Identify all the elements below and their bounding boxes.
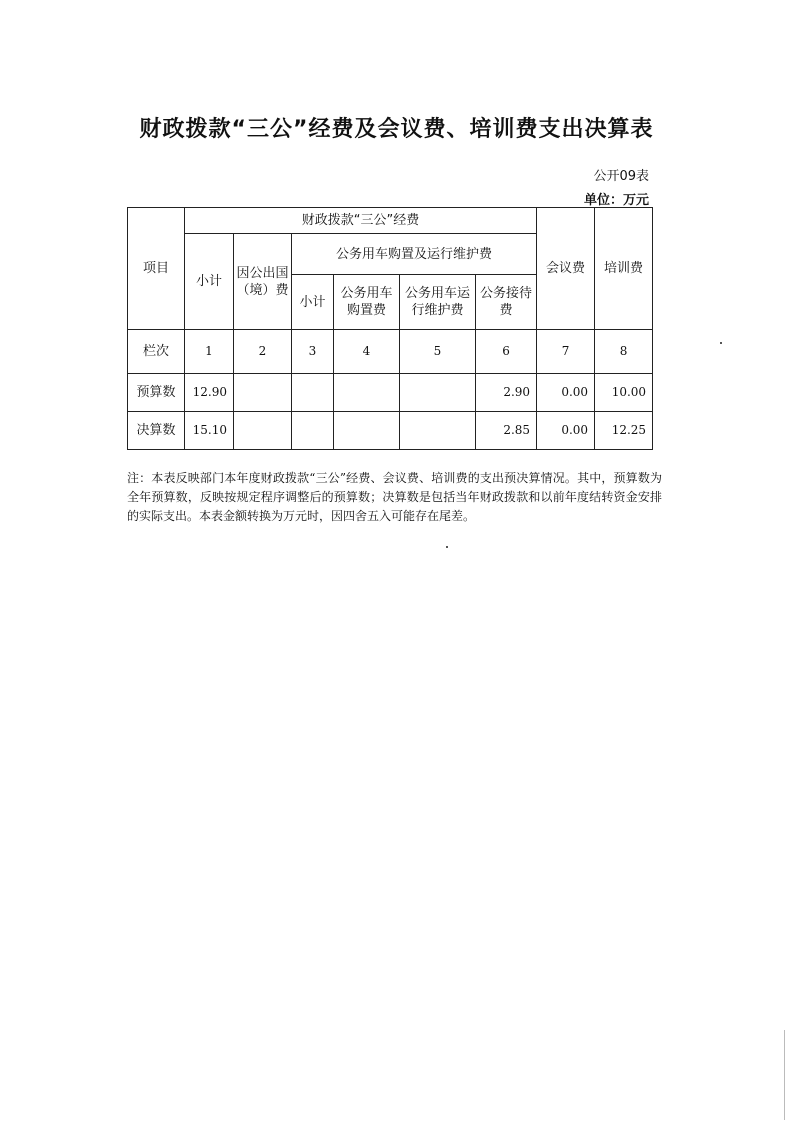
- actual-meeting: 0.00: [537, 412, 595, 450]
- header-subtotal: 小计: [185, 234, 234, 330]
- budget-training: 10.00: [595, 374, 653, 412]
- column-number: 2: [234, 330, 292, 374]
- actual-abroad: [234, 412, 292, 450]
- header-meeting: 会议费: [537, 208, 595, 330]
- header-vehicle-purchase: 公务用车购置费: [334, 275, 400, 330]
- actual-vehicle-maintenance: [400, 412, 476, 450]
- budget-vehicle-subtotal: [292, 374, 334, 412]
- budget-vehicle-maintenance: [400, 374, 476, 412]
- column-row-label: 栏次: [128, 330, 185, 374]
- footnote: 注：本表反映部门本年度财政拨款“三公”经费、会议费、培训费的支出预决算情况。其中，预算数为全年预算数，反映按规定程序调整后的预算数；决算数是包括当年财政拨款和以前年度结转资金安排的实际支出。本表金额转换为万元时，因四舍五入可能存在尾差。: [127, 471, 662, 523]
- header-training: 培训费: [595, 208, 653, 330]
- column-number: 5: [400, 330, 476, 374]
- row-label: 决算数: [128, 412, 185, 450]
- column-number: 8: [595, 330, 653, 374]
- column-number: 3: [292, 330, 334, 374]
- actual-training: 12.25: [595, 412, 653, 450]
- expenditure-table: [127, 207, 653, 450]
- header-item: 项目: [128, 208, 185, 330]
- actual-reception: 2.85: [476, 412, 537, 450]
- table-row-budget: [128, 374, 653, 412]
- actual-vehicle-purchase: [334, 412, 400, 450]
- actual-vehicle-subtotal: [292, 412, 334, 450]
- page-title: 财政拨款“三公”经费及会议费、培训费支出决算表: [139, 117, 654, 142]
- budget-abroad: [234, 374, 292, 412]
- scan-speck: [720, 342, 722, 344]
- budget-subtotal: 12.90: [185, 374, 234, 412]
- column-number: 1: [185, 330, 234, 374]
- header-vehicle: 公务用车购置及运行维护费: [292, 234, 537, 275]
- unit-label: 单位：万元: [583, 193, 649, 208]
- header-three-public: 财政拨款“三公”经费: [185, 208, 537, 234]
- budget-reception: 2.90: [476, 374, 537, 412]
- scan-speck: [446, 546, 448, 548]
- budget-vehicle-purchase: [334, 374, 400, 412]
- row-label: 预算数: [128, 374, 185, 412]
- column-number: 7: [537, 330, 595, 374]
- header-vehicle-subtotal: 小计: [292, 275, 334, 330]
- column-number: 6: [476, 330, 537, 374]
- header-reception: 公务接待费: [476, 275, 537, 330]
- table-row-actual: [128, 412, 653, 450]
- column-number: 4: [334, 330, 400, 374]
- header-abroad: 因公出国（境）费: [234, 234, 292, 330]
- form-id: 公开09表: [593, 169, 649, 184]
- header-vehicle-maintenance: 公务用车运行维护费: [400, 275, 476, 330]
- column-number-row: [128, 330, 653, 374]
- budget-meeting: 0.00: [537, 374, 595, 412]
- actual-subtotal: 15.10: [185, 412, 234, 450]
- scan-edge-line: [784, 1030, 785, 1120]
